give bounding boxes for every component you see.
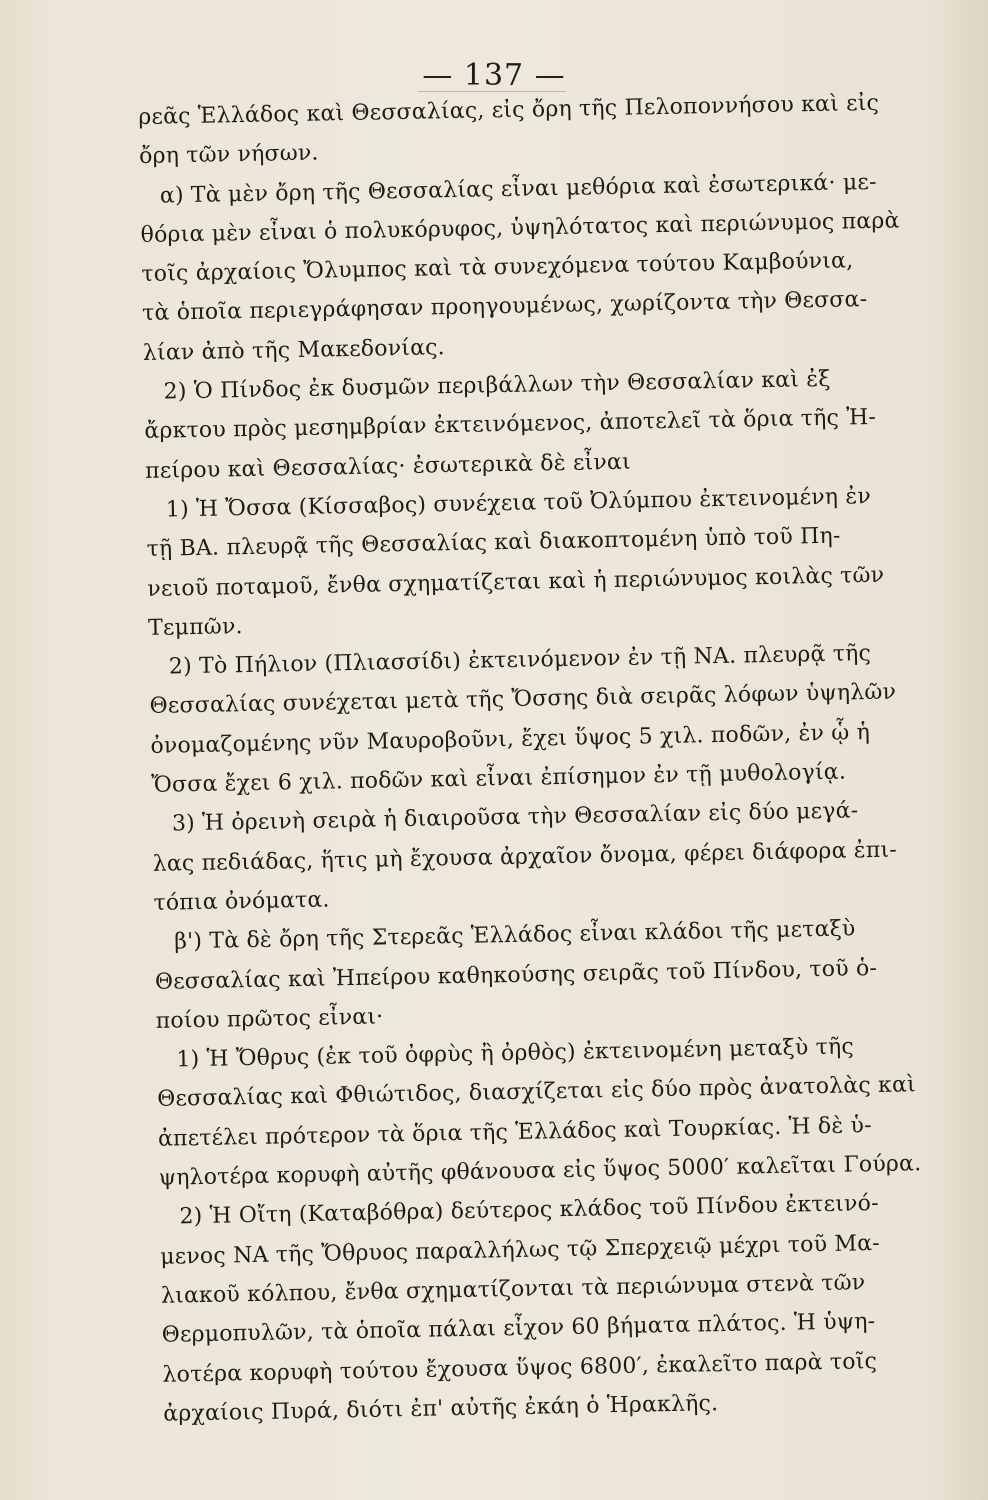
- text-line-16: Θεσσαλίας συνέχεται μετὰ τῆς Ὄσσης διὰ σειρᾶς λόφων ὑψηλῶν: [149, 680, 897, 720]
- text-line-31: λιακοῦ κόλπου, ἔνθα σχηματίζονται τὰ περιώνυμα στενὰ τῶν: [160, 1270, 866, 1309]
- text-line-5: τοῖς ἀρχαίοις Ὄλυμπος καὶ τὰ συνεχόμενα τούτου Καμβούνια,: [141, 248, 854, 288]
- text-line-18: Ὄσσα ἔχει 6 χιλ. ποδῶν καὶ εἶναι ἐπίσημον ἐν τῇ μυθολογίᾳ.: [150, 759, 847, 798]
- text-line-9: ἄρκτου πρὸς μεσημβρίαν ἐκτεινόμενος, ἀποτελεῖ τὰ ὅρια τῆς Ἠ-: [144, 405, 877, 445]
- text-line-20: λας πεδιάδας, ἥτις μὴ ἔχουσα ἀρχαῖον ὄνομα, φέρει διάφορα ἐπι-: [152, 837, 898, 877]
- text-line-27: ἀπετέλει πρότερον τὰ ὅρια τῆς Ἑλλάδος καὶ Τουρκίας. Ἡ δὲ ὑ-: [157, 1112, 872, 1152]
- text-line-4: θόρια μὲν εἶναι ὁ πολυκόρυφος, ὑψηλότατος καὶ περιώνυμος παρὰ: [140, 208, 900, 248]
- text-line-13: νειοῦ ποταμοῦ, ἔνθα σχηματίζεται καὶ ἡ περιώνυμος κοιλὰς τῶν: [147, 562, 885, 602]
- text-line-22: β') Τὰ δὲ ὄρη τῆς Στερεᾶς Ἑλλάδος εἶναι κλάδοι τῆς μεταξὺ: [173, 916, 856, 955]
- text-line-11: 1) Ἡ Ὄσσα (Κίσσαβος) συνέχεια τοῦ Ὀλύμπου ἐκτεινομένη ἐν: [165, 483, 872, 523]
- text-line-3: α) Τὰ μὲν ὄρη τῆς Θεσσαλίας εἶναι μεθόρια καὶ ἐσωτερικά· με-: [159, 169, 877, 209]
- text-line-32: Θερμοπυλῶν, τὰ ὁποῖα πάλαι εἶχον 60 βήματα πλάτος. Ἡ ὑψη-: [161, 1309, 876, 1348]
- text-line-12: τῇ ΒΑ. πλευρᾷ τῆς Θεσσαλίας καὶ διακοπτομένη ὑπὸ τοῦ Πη-: [146, 523, 841, 563]
- text-line-33: λοτέρα κορυφὴ τούτου ἔχουσα ὕψος 6800′, ἐκαλεῖτο παρὰ τοῖς: [162, 1348, 878, 1388]
- text-line-10: πείρου καὶ Θεσσαλίας· ἐσωτερικὰ δὲ εἶναι: [144, 449, 632, 484]
- text-line-24: ποίου πρῶτος εἶναι·: [155, 1004, 384, 1034]
- text-line-8: 2) Ὁ Πίνδος ἐκ δυσμῶν περιβάλλων τὴν Θεσσαλίαν καὶ ἐξ: [163, 366, 831, 405]
- text-line-30: μενος ΝΑ τῆς Ὄθρυος παραλλήλως τῷ Σπερχειῷ μέχρι τοῦ Μα-: [160, 1230, 880, 1270]
- text-line-17: ὀνομαζομένης νῦν Μαυροβοῦνι, ἔχει ὕψος 5 χιλ. ποδῶν, ἐν ᾧ ἡ: [150, 719, 871, 759]
- text-line-6: τὰ ὁποῖα περιεγράφησαν προηγουμένως, χωρίζοντα τὴν Θεσσα-: [141, 287, 868, 327]
- text-line-26: Θεσσαλίας καὶ Φθιώτιδος, διασχίζεται εἰς δύο πρὸς ἀνατολὰς καὶ: [156, 1072, 917, 1113]
- text-line-19: 3) Ἡ ὀρεινὴ σειρὰ ἡ διαιροῦσα τὴν Θεσσαλίαν εἰς δύο μεγά-: [171, 798, 859, 837]
- text-line-28: ψηλοτέρα κορυφὴ αὐτῆς φθάνουσα εἰς ὕψος 5000′ καλεῖται Γούρα.: [158, 1151, 922, 1191]
- page-number: — 137 —: [422, 58, 566, 93]
- text-line-21: τόπια ὀνόματα.: [153, 887, 330, 916]
- text-line-1: ρεᾶς Ἑλλάδος καὶ Θεσσαλίας, εἰς ὄρη τῆς Πελοποννήσου καὶ εἰς: [138, 90, 880, 130]
- body-text: [138, 84, 922, 1434]
- text-line-7: λίαν ἀπὸ τῆς Μακεδονίας.: [142, 334, 446, 366]
- text-line-25: 1) Ἡ Ὄθρυς (ἐκ τοῦ ὀφρὺς ἢ ὀρθὸς) ἐκτεινομένη μεταξὺ τῆς: [176, 1034, 855, 1073]
- text-line-34: ἀρχαίοις Πυρά, διότι ἐπ' αὐτῆς ἐκάη ὁ Ἡρακλῆς.: [163, 1390, 719, 1427]
- text-line-2: ὄρη τῶν νήσων.: [138, 140, 319, 170]
- text-line-14: Τεμπῶν.: [147, 613, 243, 641]
- text-line-23: Θεσσαλίας καὶ Ἠπείρου καθηκούσης σειρᾶς τοῦ Πίνδου, τοῦ ὁ-: [154, 955, 878, 995]
- text-line-29: 2) Ἡ Οἴτη (Καταβόθρα) δεύτερος κλάδος τοῦ Πίνδου ἐκτεινό-: [179, 1191, 879, 1230]
- text-line-15: 2) Τὸ Πήλιον (Πλιασσίδι) ἐκτεινόμενον ἐν τῇ ΝΑ. πλευρᾷ τῆς: [168, 641, 872, 680]
